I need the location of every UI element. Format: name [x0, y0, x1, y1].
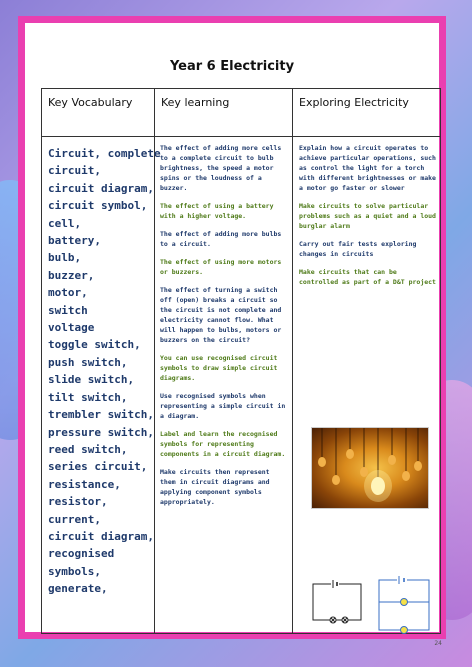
light-bulbs-photo [311, 427, 429, 509]
key-learning-item: The effect of adding more cells to a complete circuit to bulb brightness, the speed a motor spins or the loudness of a buzzer. [160, 144, 282, 192]
vocabulary-item: trembler switch, [48, 408, 154, 422]
vocabulary-item: toggle switch, [48, 338, 141, 352]
key-learning-item: The effect of adding more bulbs to a circuit. [160, 230, 282, 248]
vocabulary-item: switch [48, 303, 88, 317]
key-learning-item: Label and learn the recognised symbols for representing components in a circuit diagram. [160, 430, 286, 458]
page-title: Year 6 Electricity [169, 59, 295, 74]
vocabulary-item: battery, [48, 234, 101, 248]
header-key-vocabulary: Key Vocabulary [42, 89, 155, 137]
key-learning-item: Use recognised symbols when representing a simple circuit in a diagram. [160, 392, 286, 420]
exploring-list [299, 143, 436, 287]
exploring-column [293, 137, 441, 634]
vocabulary-item: generate, [48, 582, 108, 596]
vocabulary-item: series circuit, [48, 460, 148, 474]
vocabulary-item: resistance, [48, 477, 121, 491]
key-learning-list [155, 137, 293, 634]
key-learning-item: The effect of turning a switch off (open) breaks a circuit so the circuit is not complete and electricity cannot flow. What will happen to bulbs, motors or buzzers on the circuit? [160, 286, 282, 344]
exploring-item: Explain how a circuit operates to achieve particular operations, such as control the light for a torch with different brightnesses or make a motor go faster or slower [299, 144, 436, 192]
vocabulary-item: pressure switch, [48, 425, 154, 439]
page-frame [18, 16, 446, 639]
circuit-diagram-icon [309, 572, 434, 642]
vocabulary-list [42, 137, 161, 634]
vocabulary-item: circuit, [48, 164, 101, 178]
exploring-item: Carry out fair tests exploring changes in circuits [299, 240, 417, 258]
vocabulary-item: cell, [48, 216, 82, 230]
vocabulary-item: current, [48, 512, 101, 526]
header-exploring-electricity: Exploring Electricity [293, 89, 441, 137]
vocabulary-item: circuit symbol, [48, 199, 148, 213]
exploring-item: Make circuits that can be controlled as part of a D&T project [299, 268, 436, 286]
vocabulary-item: bulb, [48, 251, 82, 265]
key-learning-item: You can use recognised circuit symbols to draw simple circuit diagrams. [160, 354, 278, 382]
exploring-item: Make circuits to solve particular problems such as a quiet and a loud burglar alarm [299, 202, 436, 230]
vocabulary-item: circuit diagram, [48, 529, 154, 543]
vocabulary-item: push switch, [48, 355, 128, 369]
page-number: 24 [434, 640, 442, 647]
vocabulary-item: voltage [48, 321, 95, 335]
key-learning-item: Make circuits then represent them in circuit diagrams and applying component symbols appropriately. [160, 468, 270, 506]
vocabulary-item: resistor, [48, 495, 108, 509]
knowledge-table [41, 88, 441, 634]
vocabulary-item: motor, [48, 286, 88, 300]
hanging-bulbs-icon [312, 428, 428, 508]
vocabulary-item: reed switch, [48, 442, 128, 456]
vocabulary-item: recognised [48, 547, 115, 561]
header-key-learning: Key learning [155, 89, 293, 137]
key-learning-item: The effect of using a battery with a higher voltage. [160, 202, 274, 220]
circuit-diagrams [309, 572, 434, 642]
key-learning-item: The effect of using more motors or buzzers. [160, 258, 282, 276]
vocabulary-item: circuit diagram, [48, 181, 154, 195]
vocabulary-item: Circuit, complete [48, 147, 161, 160]
vocabulary-item: buzzer, [48, 268, 95, 282]
vocabulary-item: symbols, [48, 564, 101, 578]
vocabulary-item: slide switch, [48, 373, 135, 387]
vocabulary-item: tilt switch, [48, 390, 128, 404]
